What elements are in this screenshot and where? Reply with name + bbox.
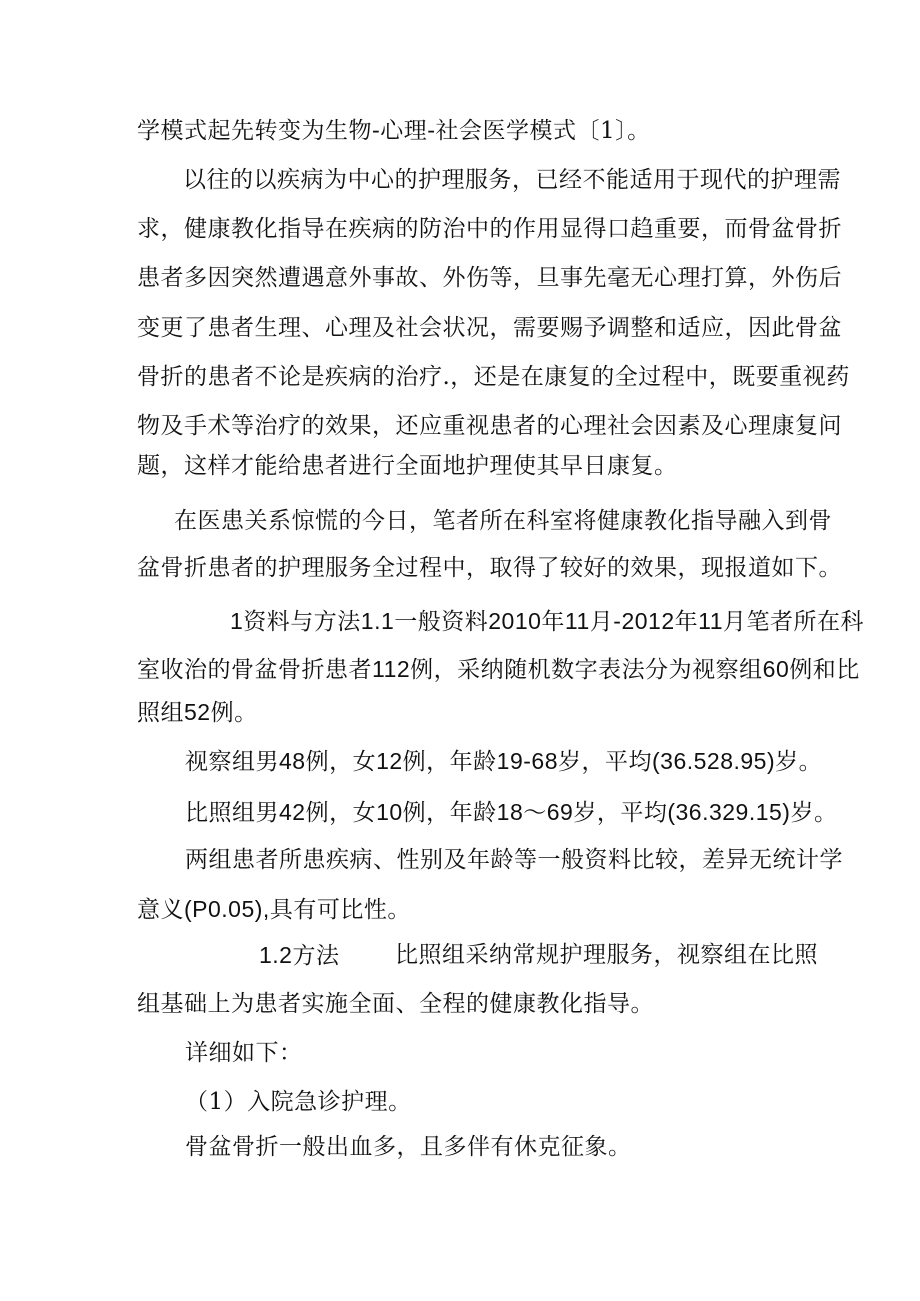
text-line-21: （1）入院急诊护理。 xyxy=(185,1089,412,1115)
text-line-7: 物及手术等治疗的效果，还应重视患者的心理社会因素及心理康复问 xyxy=(137,413,842,439)
text-line-12: 室收治的骨盆骨折患者112例，采纳随机数字表法分为视察组60例和比 xyxy=(137,656,860,682)
text-line-2: 以往的以疾病为中心的护理服务，已经不能适用于现代的护理需 xyxy=(183,167,841,193)
text-line-8: 题，这样才能给患者进行全面地护理使其早日康复。 xyxy=(137,453,678,479)
text-line-1: 学模式起先转变为生物-心理-社会医学模式〔1〕。 xyxy=(137,118,651,144)
text-line-9: 在医患关系惊慌的今日，笔者所在科室将健康教化指导融入到骨 xyxy=(174,508,832,534)
text-line-11: 1资料与方法1.1一般资料2010年11月-2012年11月笔者所在科 xyxy=(230,608,865,634)
text-line-10: 盆骨折患者的护理服务全过程中，取得了较好的效果，现报道如下。 xyxy=(137,555,842,581)
text-line-15: 比照组男42例，女10例，年龄18～69岁，平均(36.329.15)岁。 xyxy=(185,799,838,825)
text-line-19: 组基础上为患者实施全面、全程的健康教化指导。 xyxy=(137,991,654,1017)
text-line-20: 详细如下： xyxy=(185,1040,303,1066)
text-line-17: 意义(P0.05),具有可比性。 xyxy=(137,896,411,922)
text-line-3: 求，健康教化指导在疾病的防治中的作用显得口趋重要，而骨盆骨折 xyxy=(137,216,842,242)
section-heading-1-2: 1.2方法 xyxy=(259,942,340,968)
text-line-4: 患者多因突然遭遇意外事故、外伤等，旦事先毫无心理打算，外伤后 xyxy=(137,265,842,291)
text-line-6: 骨折的患者不论是疾病的治疗.，还是在康复的全过程中，既要重视药 xyxy=(137,364,850,390)
text-line-5: 变更了患者生理、心理及社会状况，需要赐予调整和适应，因此骨盆 xyxy=(137,315,842,341)
text-line-18: 比照组采纳常规护理服务，视察组在比照 xyxy=(395,942,818,968)
text-line-22: 骨盆骨折一般出血多，且多伴有休克征象。 xyxy=(185,1134,632,1160)
text-line-16: 两组患者所患疾病、性别及年龄等一般资料比较，差异无统计学 xyxy=(185,847,843,873)
text-line-13: 照组52例。 xyxy=(137,699,258,725)
text-line-14: 视察组男48例，女12例，年龄19-68岁，平均(36.528.95)岁。 xyxy=(185,748,823,774)
